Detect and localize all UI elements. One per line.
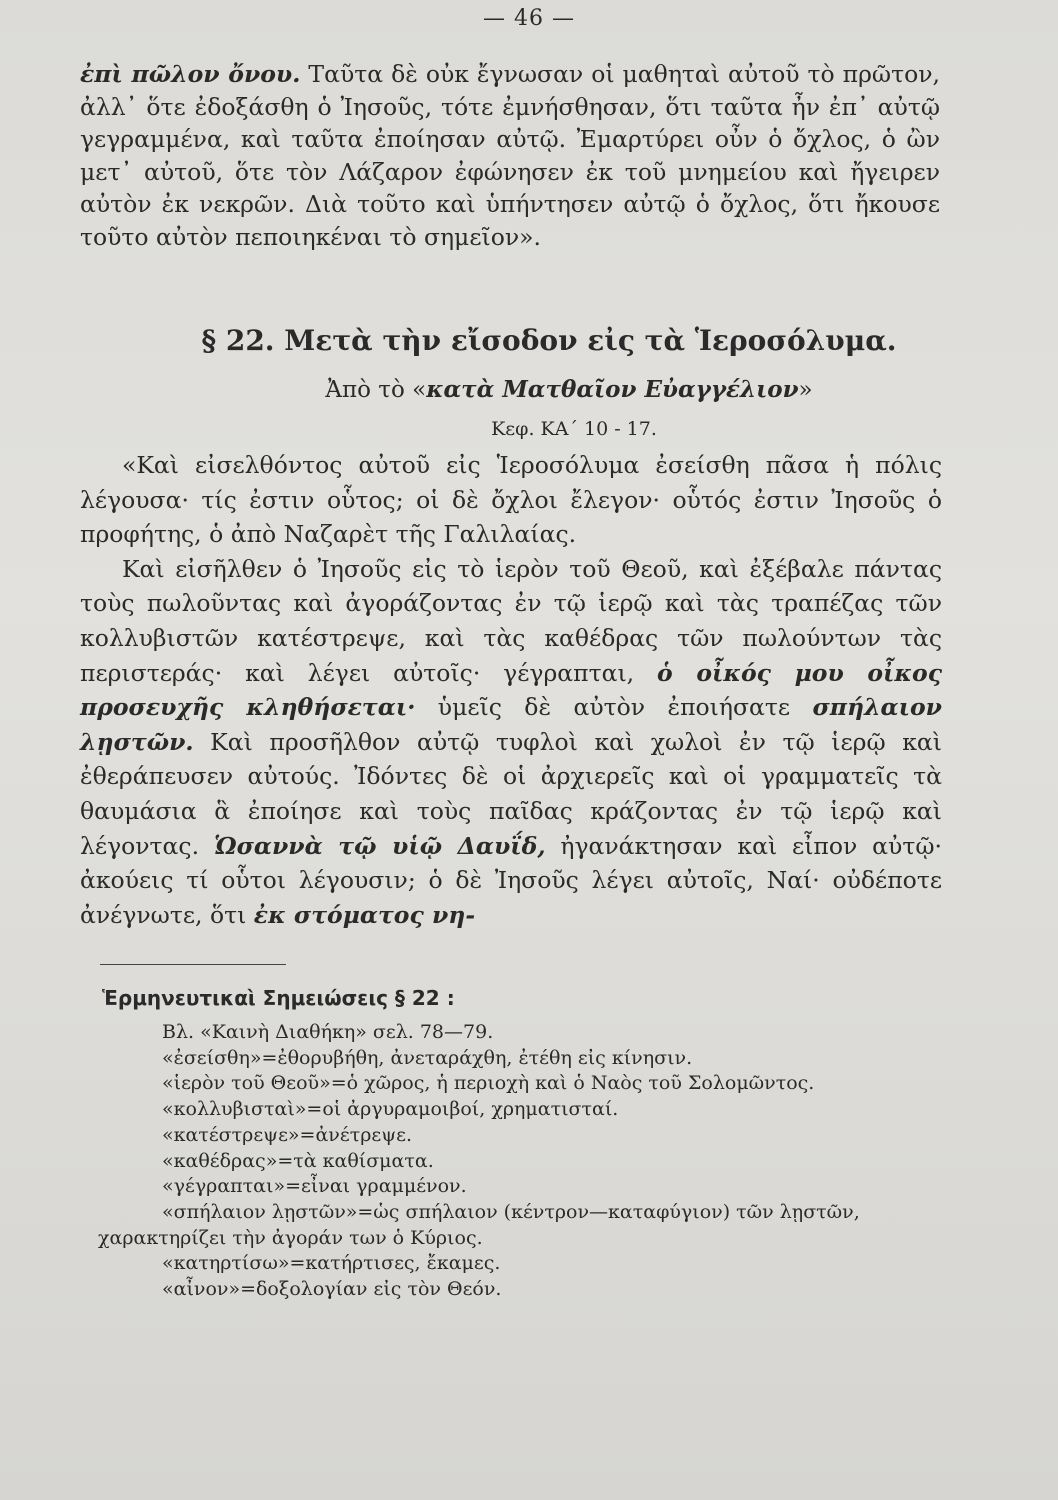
- notes-title: Ἑρμηνευτικαὶ Σημειώσεις § 22 :: [102, 986, 455, 1010]
- footnote-divider: [100, 964, 286, 965]
- passage-text: Καὶ προσῆλθον αὐτῷ τυφλοὶ καὶ χωλοὶ ἐν τῷ ἱερῷ καὶ ἐθεράπευσεν αὐτούς. Ἰδόντες δὲ οἱ ἀρχιερεῖς καὶ οἱ γραμματεῖς τὰ θαυμάσια ἃ ἐποίησε καὶ τοὺς παῖδας κράζοντας ἐν τῷ ἱερῷ καὶ λέγοντας.: [80, 727, 942, 860]
- passage-quote: Ὡσαννὰ τῷ υἱῷ Δαυΐδ,: [213, 831, 546, 860]
- note-line: Βλ. «Καινὴ Διαθήκη» σελ. 78—79.: [162, 1021, 494, 1043]
- passage-quote: ἐκ στόματος νη-: [253, 900, 476, 929]
- note-line: «γέγραπται»=εἶναι γραμμένον.: [162, 1175, 467, 1198]
- chapter-reference: Κεφ. ΚΑ΄ 10 - 17.: [491, 418, 657, 440]
- note-line: «κατέστρεψε»=ἀνέτρεψε.: [162, 1123, 412, 1146]
- note-line: «κατηρτίσω»=κατήρτισες, ἔκαμες.: [162, 1252, 501, 1275]
- note-line: χαρακτηρίζει τὴν ἀγοράν των ὁ Κύριος.: [98, 1226, 483, 1249]
- note-line: «ἱερὸν τοῦ Θεοῦ»=ὁ χῶρος, ἡ περιοχὴ καὶ ὁ Ναὸς τοῦ Σολομῶντος.: [162, 1072, 815, 1095]
- intro-lead-bold: ἐπὶ πῶλον ὄνου.: [80, 60, 301, 88]
- note-line: «καθέδρας»=τὰ καθίσματα.: [162, 1149, 434, 1172]
- source-line: [0, 376, 1058, 403]
- scripture-passage: [80, 448, 942, 932]
- passage-text: ἠγανάκτησαν καὶ εἶπον αὐτῷ· ἀκούεις τί οὗτοι λέγουσιν; ὁ δὲ Ἰησοῦς λέγει αὐτοῖς, Ναί· οὐδέποτε ἀνέγνωτε, ὅτι: [80, 831, 942, 929]
- notes-list: [98, 1020, 962, 1303]
- note-line: «αἶνον»=δοξολογίαν εἰς τὸν Θεόν.: [162, 1278, 502, 1301]
- source-title: κατὰ Ματθαῖον Εὐαγγέλιον: [426, 376, 799, 403]
- note-line: «ἐσείσθη»=ἐθορυβήθη, ἀνεταράχθη, ἐτέθη εἰς κίνησιν.: [162, 1046, 693, 1069]
- source-prefix: Ἀπὸ τὸ «: [325, 377, 427, 403]
- passage-quote: σπήλαιον λῃστῶν.: [80, 693, 942, 756]
- intro-paragraph: [80, 58, 940, 253]
- passage-paragraph-2: [80, 552, 942, 933]
- intro-text: Ταῦτα δὲ οὐκ ἔγνωσαν οἱ μαθηταὶ αὐτοῦ τὸ πρῶτον, ἀλλ᾽ ὅτε ἐδοξάσθη ὁ Ἰησοῦς, τότε ἐμνήσθησαν, ὅτι ταῦτα ἦν ἐπ᾽ αὐτῷ γεγραμμένα, καὶ ταῦτα ἐποίησαν αὐτῷ. Ἐμαρτύρει οὖν ὁ ὄχλος, ὁ ὢν μετ᾽ αὐτοῦ, ὅτε τὸν Λάζαρον ἐφώνησεν ἐκ τοῦ μνημείου καὶ ἤγειρεν αὐτὸν ἐκ νεκρῶν. Διὰ τοῦτο καὶ ὑπήντησεν αὐτῷ ὁ ὄχλος, ὅτι ἤκουσε τοῦτο αὐτὸν πεποιηκέναι τὸ σημεῖον».: [80, 60, 940, 251]
- note-line: «κολλυβισταὶ»=οἱ ἀργυραμοιβοί, χρηματισταί.: [162, 1098, 619, 1121]
- passage-paragraph-1: «Καὶ εἰσελθόντος αὐτοῦ εἰς Ἱεροσόλυμα ἐσείσθη πᾶσα ἡ πόλις λέγουσα· τίς ἐστιν οὗτος; οἱ δὲ ὄχλοι ἔλεγον· οὗτός ἐστιν Ἰησοῦς ὁ προφήτης, ὁ ἀπὸ Ναζαρὲτ τῆς Γαλιλαίας.: [80, 451, 942, 549]
- passage-text: Καὶ εἰσῆλθεν ὁ Ἰησοῦς εἰς τὸ ἱερὸν τοῦ Θεοῦ, καὶ ἐξέβαλε πάντας τοὺς πωλοῦντας καὶ ἀγοράζοντας ἐν τῷ ἱερῷ καὶ τὰς τραπέζας τῶν κολλυβιστῶν κατέστρεψε, καὶ τὰς καθέδρας τῶν πωλούντων τὰς περιστεράς· καὶ λέγει αὐτοῖς· γέγραπται,: [80, 554, 942, 687]
- passage-quote: ὁ οἶκός μου οἶκος προσευχῆς κληθήσεται·: [80, 658, 943, 722]
- passage-text: ὑμεῖς δὲ αὐτὸν ἐποιήσατε: [437, 693, 791, 722]
- note-line: «σπήλαιον λῃστῶν»=ὡς σπήλαιον (κέντρον—καταφύγιον) τῶν λῃστῶν,: [162, 1200, 860, 1223]
- section-heading: § 22. Μετὰ τὴν εἴσοδον εἰς τὰ Ἱεροσόλυμα.: [201, 324, 897, 357]
- page-number: — 46 —: [483, 6, 575, 31]
- source-suffix: »: [798, 377, 813, 403]
